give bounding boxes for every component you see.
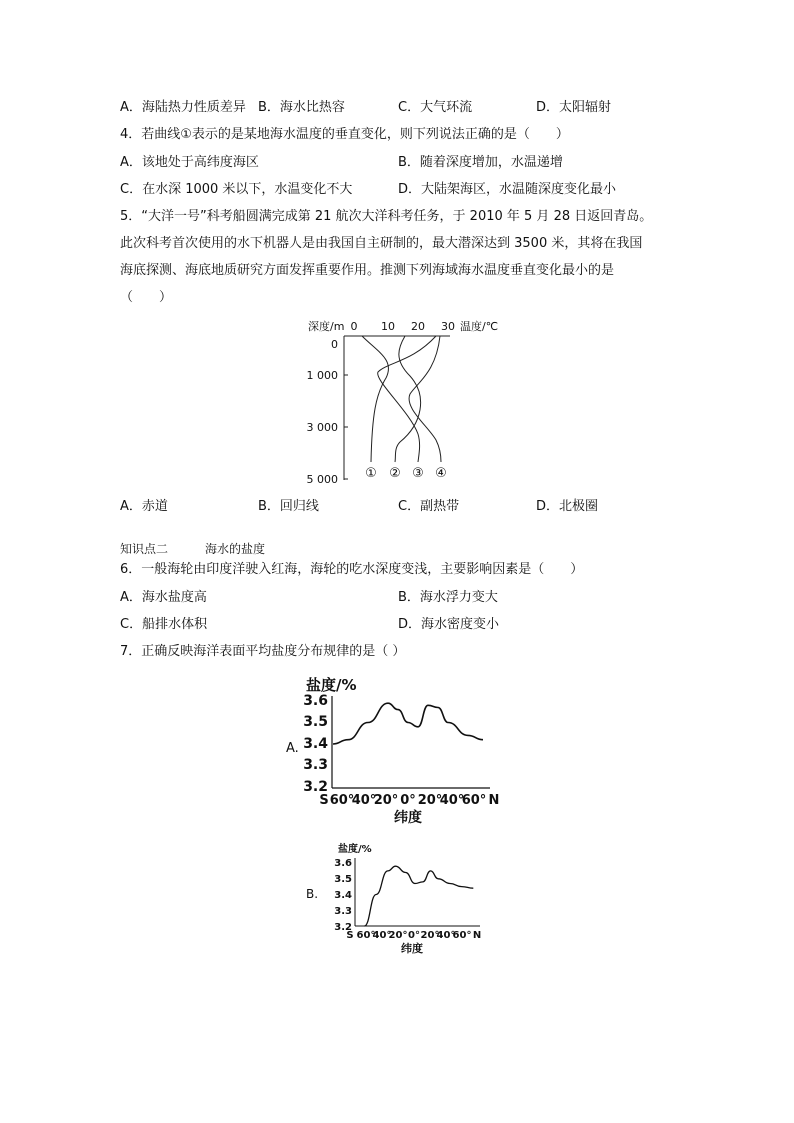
chart-a-salinity-line [333,703,483,744]
q7-stem: 7．正确反映海洋表面平均盐度分布规律的是（ ） [120,644,406,659]
q5-option-c: C．副热带 [398,499,460,514]
q3-option-d: D．太阳辐射 [536,100,612,115]
q4-stem: 4．若曲线①表示的是某地海水温度的垂直变化，则下列说法正确的是（ ） [120,127,569,142]
chart-b-option-label: B. [306,887,319,901]
curve-label-3: ③ [412,466,424,481]
chart-b-xtick: 60° [356,930,376,941]
temp-tick: 0 [350,320,358,333]
chart-b-ytick: 3.5 [334,874,352,885]
chart-a-option-label: A. [286,741,299,756]
chart-b-xtick: 60° [452,930,472,941]
chart-a-xtick: 0° [400,793,416,808]
curve-label-2: ② [389,466,401,481]
salinity-chart-a [278,670,508,830]
depth-tick: 1 000 [306,369,338,382]
q5-line3: 海底探测、海底地质研究方面发挥重要作用。推测下列海域海水温度垂直变化最小的是 [120,263,615,278]
chart-b-xtick: 0° [408,930,420,941]
chart-b-xtick: S [346,930,354,941]
chart-a-xtick: S [319,793,329,808]
q4-option-d: D．大陆架海区，水温随深度变化最小 [398,182,617,197]
q5-option-a: A．赤道 [120,499,168,514]
q6-stem: 6．一般海轮由印度洋驶入红海，海轮的吃水深度变浅，主要影响因素是（ ） [120,562,584,577]
chart-b-xlabel: 纬度 [401,942,423,955]
q6-option-a: A．海水盐度高 [120,590,207,605]
chart-a-xtick: 40° [351,793,377,808]
depth-axis-label: 深度/m [308,320,345,333]
chart-a-ylabel: 盐度/% [306,676,357,694]
curve-label-4: ④ [435,466,447,481]
chart-b-ytick: 3.6 [334,858,352,869]
temperature-depth-diagram [300,314,510,486]
chart-a-xlabel: 纬度 [394,810,422,826]
depth-tick: 3 000 [306,421,338,434]
chart-b-xtick: N [472,930,482,941]
temp-tick: 10 [381,320,395,333]
chart-b-xtick: 40° [372,930,392,941]
depth-tick: 5 000 [306,473,338,486]
chart-a-ytick: 3.2 [303,779,328,795]
curve-2 [395,336,421,462]
chart-b-ytick: 3.3 [334,906,352,917]
q5-line2: 此次科考首次使用的水下机器人是由我国自主研制的，最大潜深达到 3500 米，其将在我国 [120,236,643,251]
temp-tick: 20 [411,320,425,333]
chart-b-salinity-line [364,866,473,926]
q5-line1: 5．“大洋一号”科考船圆满完成第 21 航次大洋科考任务，于 2010 年 5 月 28 日返回青岛。 [120,209,653,224]
chart-a-xtick: 20° [417,793,443,808]
q5-option-b: B．回归线 [258,499,319,514]
curve-label-1: ① [365,466,377,481]
section-title: 海水的盐度 [205,542,266,556]
section-label: 知识点二 [120,542,169,556]
q4-option-a: A．该地处于高纬度海区 [120,155,259,170]
chart-a-ytick: 3.6 [303,693,328,709]
q6-option-c: C．船排水体积 [120,617,208,632]
chart-b-ytick: 3.2 [334,922,352,933]
chart-b-ytick: 3.4 [334,890,352,901]
chart-a-ytick: 3.3 [303,757,328,773]
chart-a-ytick: 3.5 [303,714,328,730]
q5-line4: （ ） [120,290,173,305]
chart-a-ytick: 3.4 [303,736,328,752]
temp-axis-label: 温度/℃ [460,320,499,333]
q3-option-c: C．大气环流 [398,100,473,115]
q3-option-a: A．海陆热力性质差异 [120,100,246,115]
chart-a-xtick: 40° [439,793,465,808]
q4-option-c: C．在水深 1000 米以下，水温变化不大 [120,182,353,197]
chart-a-xtick: 60° [461,793,487,808]
chart-b-xtick: 40° [436,930,456,941]
chart-b-xtick: 20° [420,930,440,941]
chart-a-xtick: N [488,793,500,808]
chart-b-xtick: 20° [388,930,408,941]
curve-4 [409,336,441,462]
salinity-chart-b [300,838,490,960]
chart-a-xtick: 20° [373,793,399,808]
q4-option-b: B．随着深度增加，水温递增 [398,155,563,170]
curve-1 [362,336,388,462]
depth-tick: 0 [331,338,338,351]
temp-tick: 30 [441,320,455,333]
q5-option-d: D．北极圈 [536,499,599,514]
curve-3 [378,336,436,462]
q3-option-b: B．海水比热容 [258,100,345,115]
chart-b-ylabel: 盐度/% [338,844,372,855]
q6-option-d: D．海水密度变小 [398,617,500,632]
chart-a-xtick: 60° [329,793,355,808]
q6-option-b: B．海水浮力变大 [398,590,498,605]
